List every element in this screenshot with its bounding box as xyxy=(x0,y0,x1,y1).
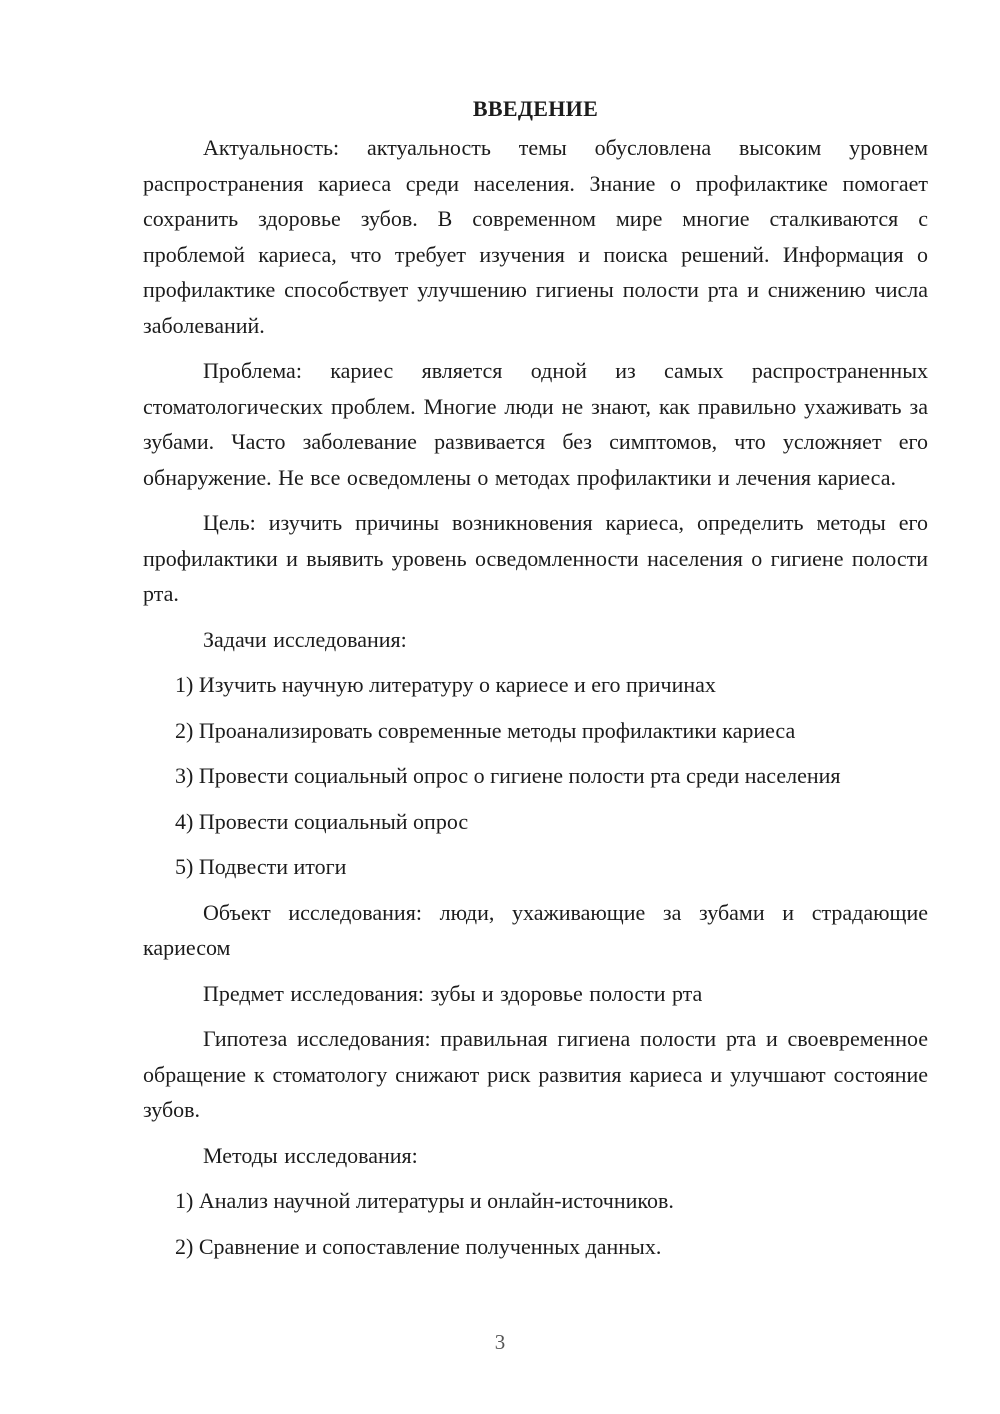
tasks-heading: Задачи исследования: xyxy=(203,626,407,652)
paragraph-hypothesis: Гипотеза исследования: правильная гигиена полости рта и своевременное обращение к стоматологу снижают риск развития кариеса и улучшают состояние зубов. xyxy=(143,1026,928,1122)
list-item-method-1: 1) Анализ научной литературы и онлайн-источников. xyxy=(175,1188,674,1213)
paragraph-problem: Проблема: кариес является одной из самых распространенных стоматологических проблем. Многие люди не знают, как правильно ухаживать за зубами. Часто заболевание развивается без симптомов, что усложняет его обнаружение. Не все осведомлены о методах профилактики и лечения кариеса. xyxy=(143,358,928,490)
list-item-task-3: 3) Провести социальный опрос о гигиене полости рта среди населения xyxy=(175,763,841,788)
list-item-task-2: 2) Проанализировать современные методы профилактики кариеса xyxy=(175,717,796,743)
list-item-task-1: 1) Изучить научную литературу о кариесе и его причинах xyxy=(175,672,716,697)
paragraph-goal: Цель: изучить причины возникновения кариеса, определить методы его профилактики и выявить уровень осведомленности населения о гигиене полости рта. xyxy=(143,510,928,606)
list-item-task-4: 4) Провести социальный опрос xyxy=(175,808,469,834)
methods-heading: Методы исследования: xyxy=(203,1142,418,1168)
tasks-list xyxy=(143,667,928,885)
document-page xyxy=(143,92,928,1274)
section-title: ВВЕДЕНИЕ xyxy=(472,96,599,121)
paragraph-object: Объект исследования: люди, ухаживающие за зубами и страдающие кариесом xyxy=(143,899,928,960)
methods-list xyxy=(143,1183,928,1264)
list-item-method-2: 2) Сравнение и сопоставление полученных данных. xyxy=(175,1233,662,1259)
paragraph-relevance: Актуальность: актуальность темы обусловлена высоким уровнем распространения кариеса среди населения. Знание о профилактике помогает сохранить здоровье зубов. В современном мире многие сталкиваются с проблемой кариеса, что требует изучения и поиска решений. Информация о профилактике способствует улучшению гигиены полости рта и снижению числа заболеваний. xyxy=(143,135,928,338)
list-item-task-5: 5) Подвести итоги xyxy=(175,854,347,879)
page-number: 3 xyxy=(494,1330,506,1354)
paragraph-subject: Предмет исследования: зубы и здоровье полости рта xyxy=(203,980,703,1006)
